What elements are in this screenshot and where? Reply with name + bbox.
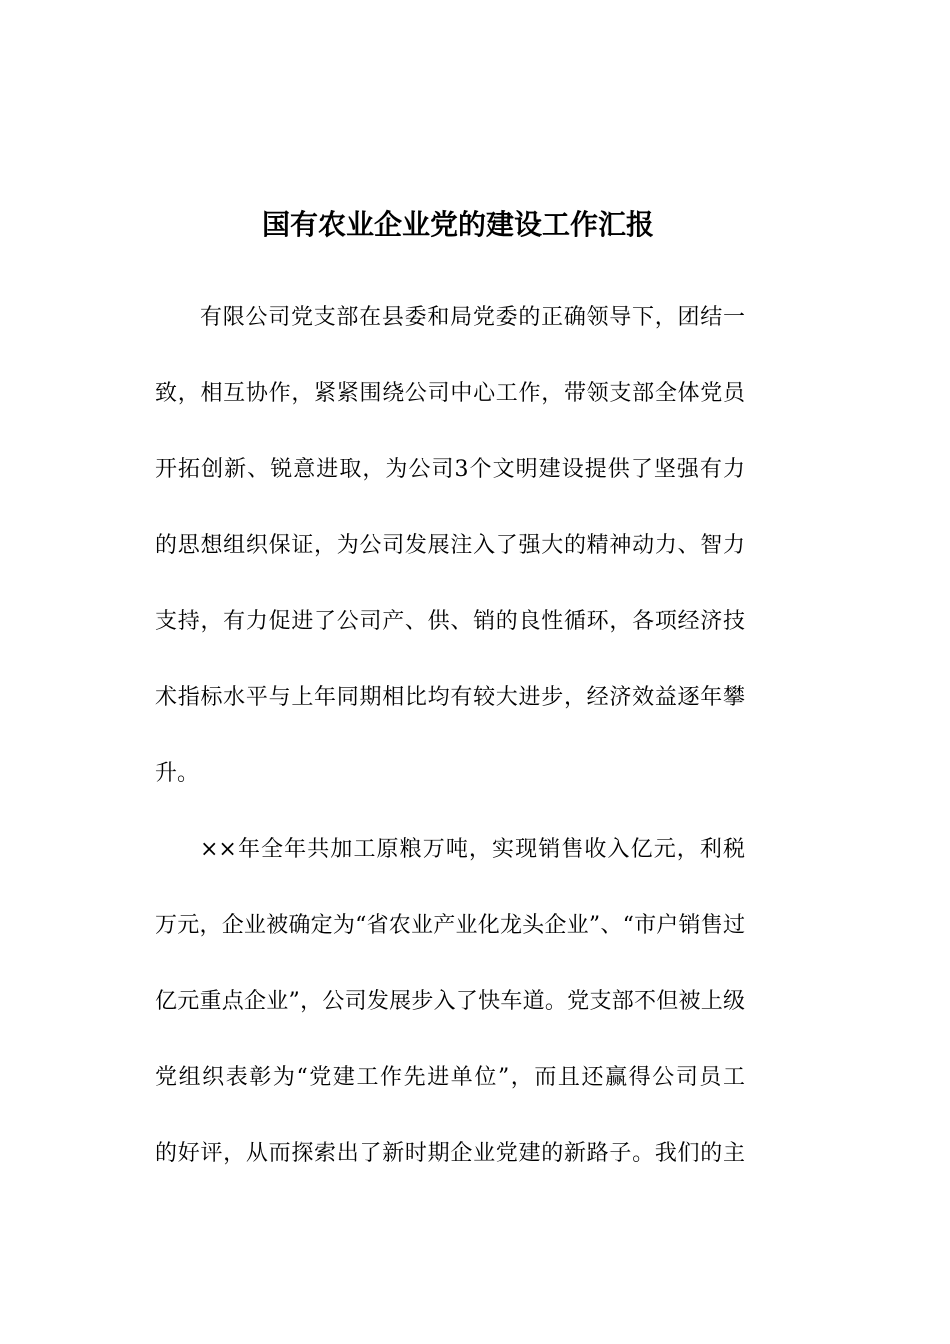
text-line: 党组织表彰为“党建工作先进单位”，而且还赢得公司员工 (155, 1065, 745, 1090)
text-line: 有限公司党支部在县委和局党委的正确领导下，团结一 (200, 305, 745, 330)
text-line: 升。 (155, 761, 200, 786)
text-line: 开拓创新、锐意进取，为公司3个文明建设提供了坚强有力 (155, 457, 745, 482)
paragraph-1 (155, 290, 745, 822)
paragraph-2 (155, 822, 745, 1202)
text-line: 的好评，从而探索出了新时期企业党建的新路子。我们的主 (155, 1141, 745, 1166)
document-title: 国有农业企业党的建设工作汇报 (261, 208, 654, 241)
text-line: 亿元重点企业”，公司发展步入了快车道。党支部不但被上级 (155, 989, 745, 1014)
text-line: ××年全年共加工原粮万吨，实现销售收入亿元，利税 (200, 837, 745, 862)
text-line: 致，相互协作，紧紧围绕公司中心工作，带领支部全体党员 (155, 381, 745, 406)
text-line: 支持，有力促进了公司产、供、销的良性循环，各项经济技 (155, 609, 745, 634)
document-body (155, 290, 745, 1202)
text-line: 的思想组织保证，为公司发展注入了强大的精神动力、智力 (155, 533, 745, 558)
text-line: 术指标水平与上年同期相比均有较大进步，经济效益逐年攀 (155, 685, 745, 710)
text-line: 万元，企业被确定为“省农业产业化龙头企业”、“市户销售过 (155, 913, 745, 938)
